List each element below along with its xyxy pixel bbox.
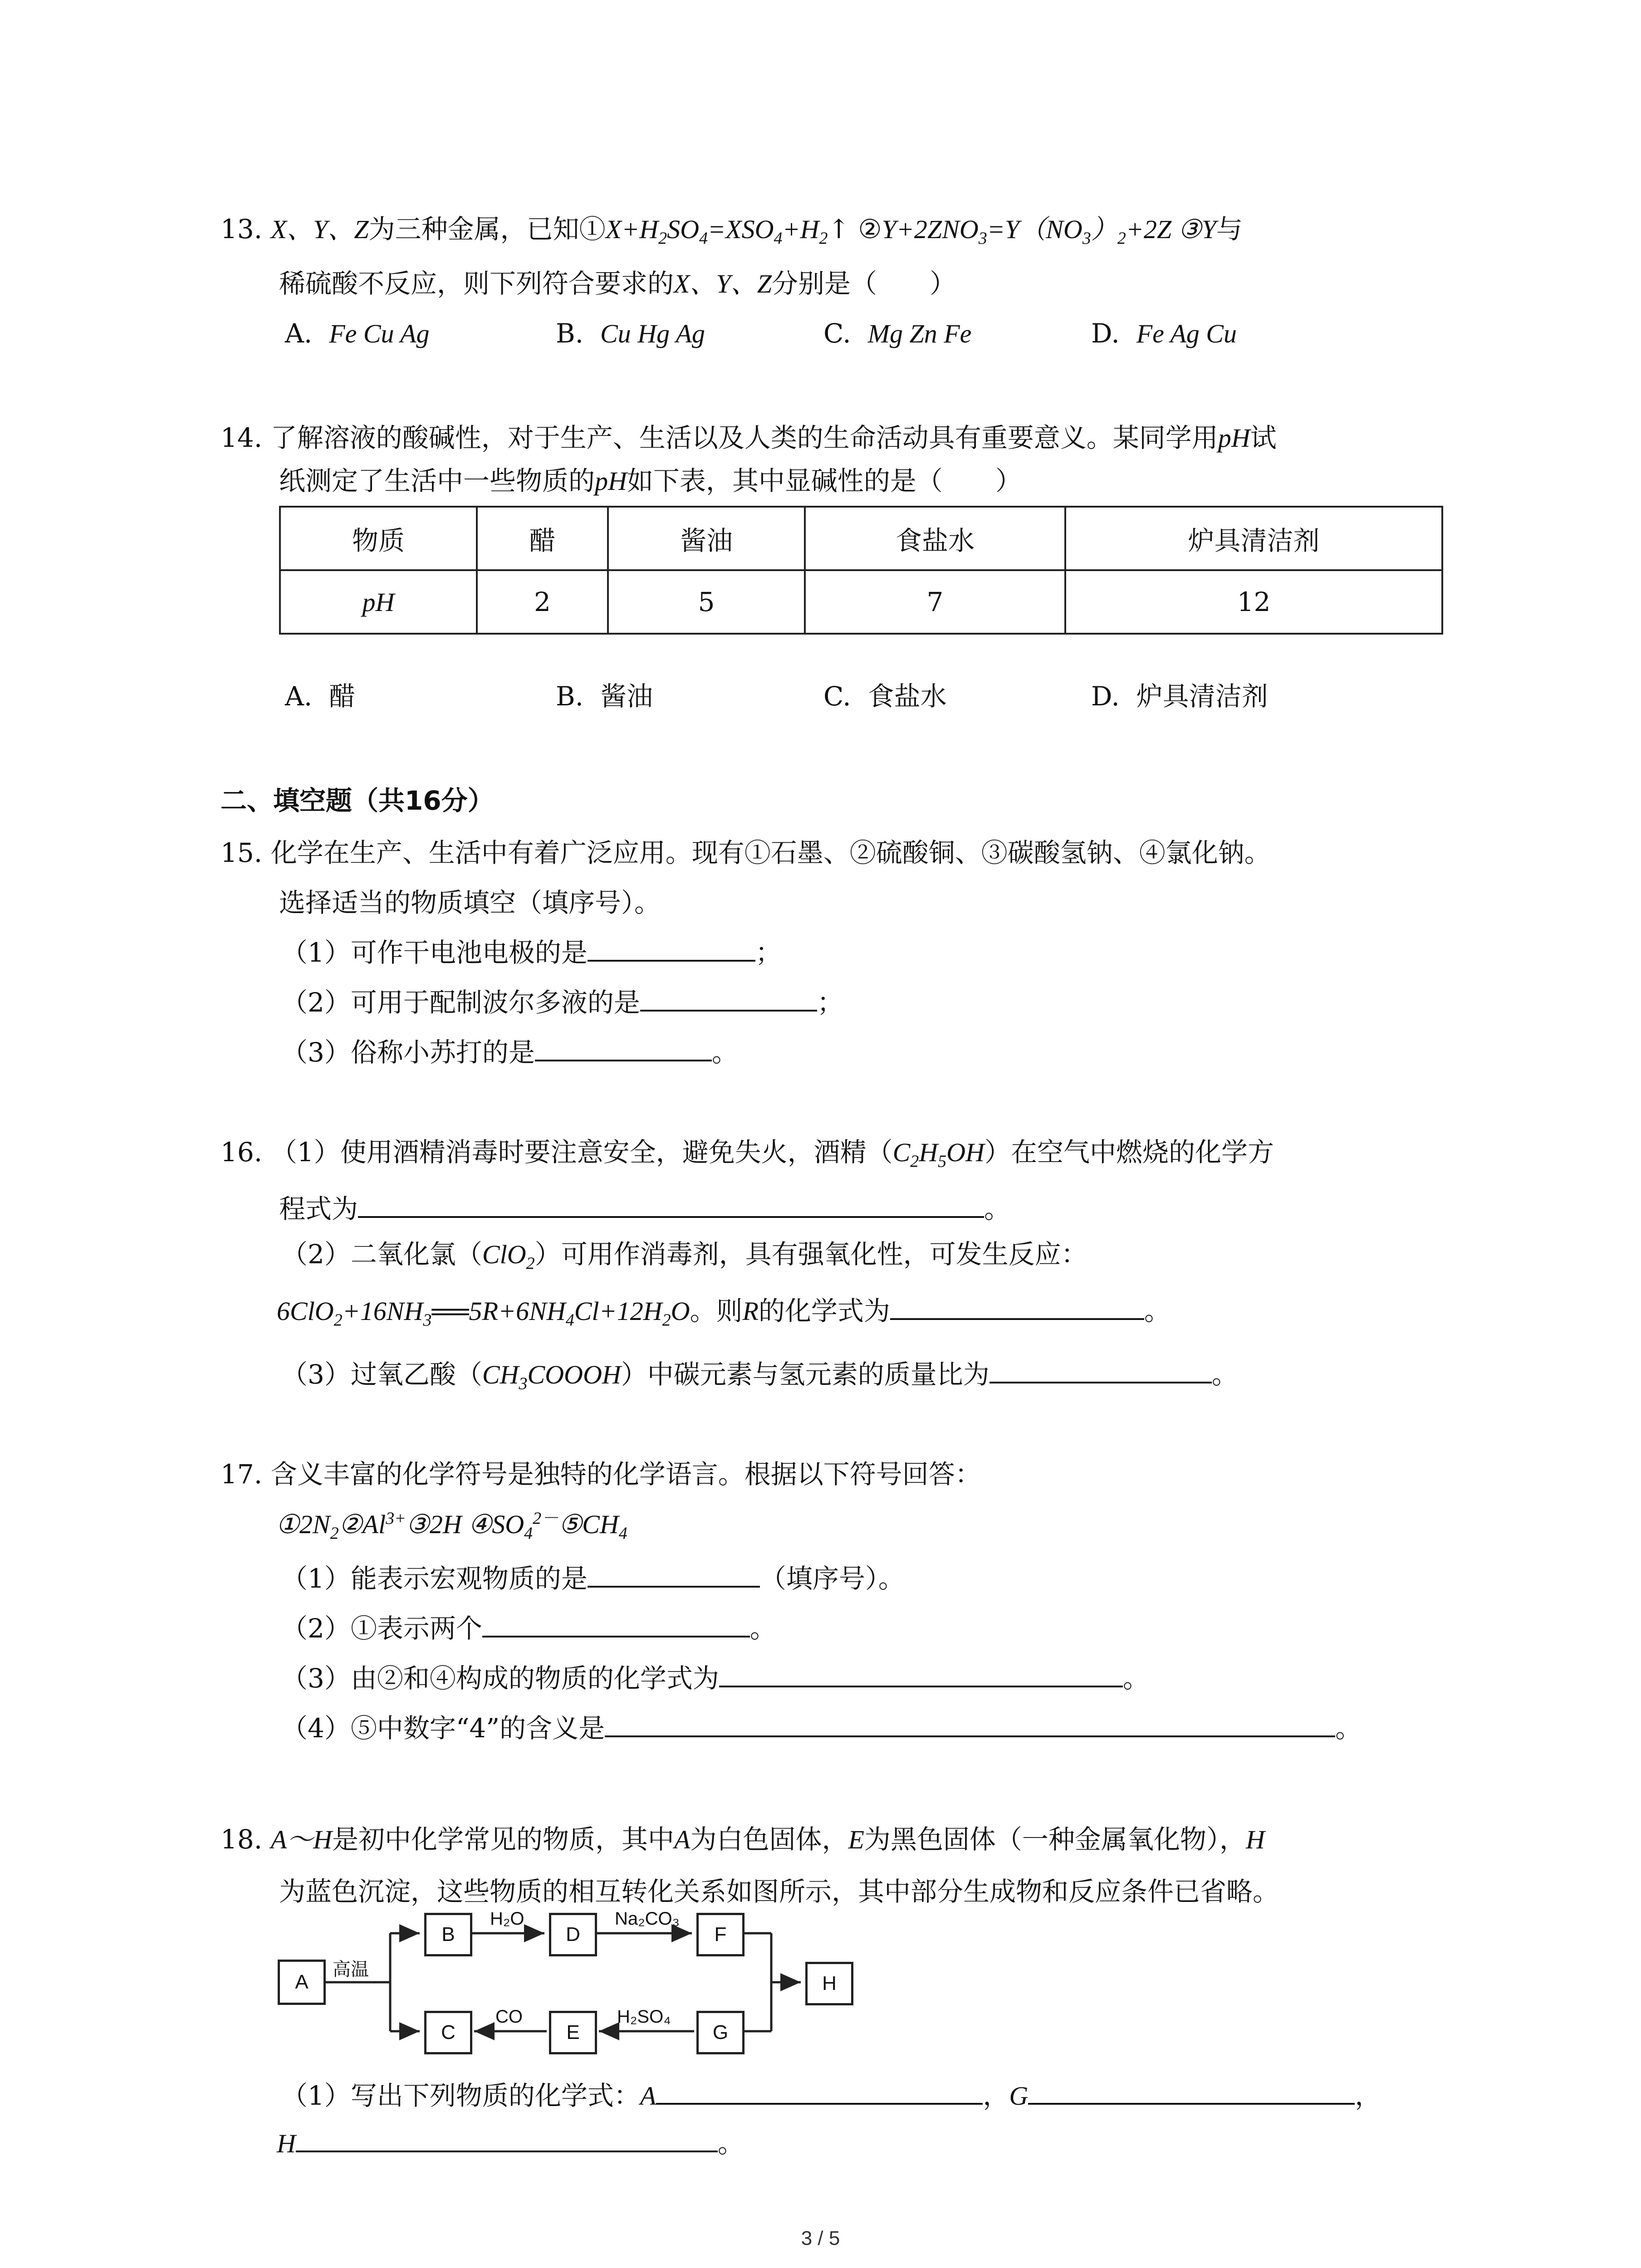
q15-line2: 选择适当的物质填空（填序号）。 [279,887,661,918]
question-number: 13. [220,214,263,244]
q16-line5: （3）过氧乙酸$(CH_3COOOH)$中碳元素与氢元素的质量比为 。 [281,1356,1238,1391]
q15-line1: 15. 化学在生产、生活中有着广泛应用。现有①石墨、②硫酸铜、③碳酸氢钠、④氯化钠。 [220,837,1271,868]
page-number: 3 / 5 [801,2227,840,2249]
diagram-box-a: A [278,1960,326,2005]
q14-option-b[interactable]: B. 酱油 [556,681,653,712]
q17-sub2: （2）①表示两个 。 [281,1610,776,1644]
question-number: 16. [220,1137,263,1168]
q14-line1: 14. 了解溶液的酸碱性，对于生产、生活以及人类的生命活动具有重要意义。某同学用pH试 [220,422,1277,453]
label-na2co3: Na₂CO₃ [615,1909,680,1929]
diagram-box-d: D [549,1913,597,1956]
diagram-box-f: F [696,1913,745,1956]
section-heading: 二、填空题（共16分） [220,785,494,816]
diagram-box-g: G [696,2011,745,2054]
q17-sub3: （3）由②和④构成的物质的化学式为 。 [281,1660,1149,1694]
label-h2o: H₂O [490,1909,524,1929]
q18-sub1-cont: H 。 [277,2125,744,2160]
q16-line3: （2）二氧化氯（ClO$_2$）可用作消毒剂，具有强氧化性，可发生反应： [281,1239,1087,1273]
q13-option-a[interactable]: A. Fe Cu Ag [285,318,430,349]
q14-option-a[interactable]: A. 醋 [285,681,356,712]
table-cell: 酱油 [608,507,805,570]
q17-line1: 17. 含义丰富的化学符号是独特的化学语言。根据以下符号回答： [220,1459,981,1490]
table-cell: 炉具清洁剂 [1065,507,1442,570]
label-co: CO [495,2007,523,2027]
q15-sub2: （2）可用于配制波尔多液的是 ； [281,984,843,1018]
answer-blank[interactable] [296,2125,718,2152]
diagram-box-b: B [424,1913,472,1956]
q13-line2: 稀硫酸不反应，则下列符合要求的X、Y、Z分别是（ ） [279,268,956,299]
answer-blank[interactable] [1028,2077,1355,2105]
table-cell: 2 [477,570,608,634]
q17-sub4: （4）⑤中数字“4”的含义是 。 [281,1710,1362,1744]
label-gaowen: 高温 [333,1959,369,1980]
table-cell: 食盐水 [805,507,1065,570]
table-cell: 12 [1065,570,1442,634]
q13-line1: 13. X、Y、Z为三种金属，已知$①X+H_2SO_4=XSO_4+H_2↑$ $②Y+2ZNO_3=Y(NO_3)_2+2Z$ ③Y与 [220,214,1243,248]
question-number: 15. [220,837,263,868]
table-cell: pH [280,570,477,634]
q18-line2: 为蓝色沉淀，这些物质的相互转化关系如图所示，其中部分生成物和反应条件已省略。 [279,1876,1279,1907]
q13-option-d[interactable]: D. Fe Ag Cu [1091,318,1237,349]
diagram-box-e: E [549,2011,597,2054]
q14-option-d[interactable]: D. 炉具清洁剂 [1091,681,1268,712]
q17-sub1: （1）能表示宏观物质的是 （填序号）。 [281,1560,905,1594]
q16-line2: 程式为 。 [279,1191,1010,1225]
diagram-box-c: C [424,2011,472,2054]
q13-option-b[interactable]: B. Cu Hg Ag [556,318,705,349]
q13-option-c[interactable]: C. Mg Zn Fe [823,318,972,349]
table-cell: 醋 [477,507,608,570]
diagram-box-h: H [805,1962,853,2005]
q18-sub1: （1）写出下列物质的化学式：A ，G ， [281,2077,1381,2112]
q14-option-c[interactable]: C. 食盐水 [823,681,947,712]
answer-blank[interactable] [656,2077,983,2105]
q15-sub3: （3）俗称小苏打的是 。 [281,1034,738,1068]
question-number: 18. [220,1824,263,1855]
table-cell: 5 [608,570,805,634]
q14-line2: 纸测定了生活中一些物质的pH如下表，其中显碱性的是（ ） [279,465,1022,496]
question-number: 17. [220,1459,263,1490]
table-cell: 物质 [280,507,477,570]
q16-line1: 16. （1）使用酒精消毒时要注意安全，避免失火，酒精$(C_2H_5OH)$在空气中燃烧的化学方 [220,1137,1274,1171]
q17-symbols: $①2N_2②Al^{3+}③2H$ $④SO_4^{2-}⑤CH_4$ [276,1509,627,1543]
q16-line4: $6ClO_2+16NH_3══5R+6NH_4Cl+12H_2O$。则R的化学式为 。 [277,1293,1171,1327]
q18-line1: 18. A～H是初中化学常见的物质，其中A为白色固体，E为黑色固体（一种金属氧化物），H [220,1824,1265,1855]
q15-sub1: （1）可作干电池电极的是 ； [281,934,782,968]
label-h2so4: H₂SO₄ [617,2007,671,2027]
table-cell: 7 [805,570,1065,634]
question-number: 14. [220,422,263,453]
